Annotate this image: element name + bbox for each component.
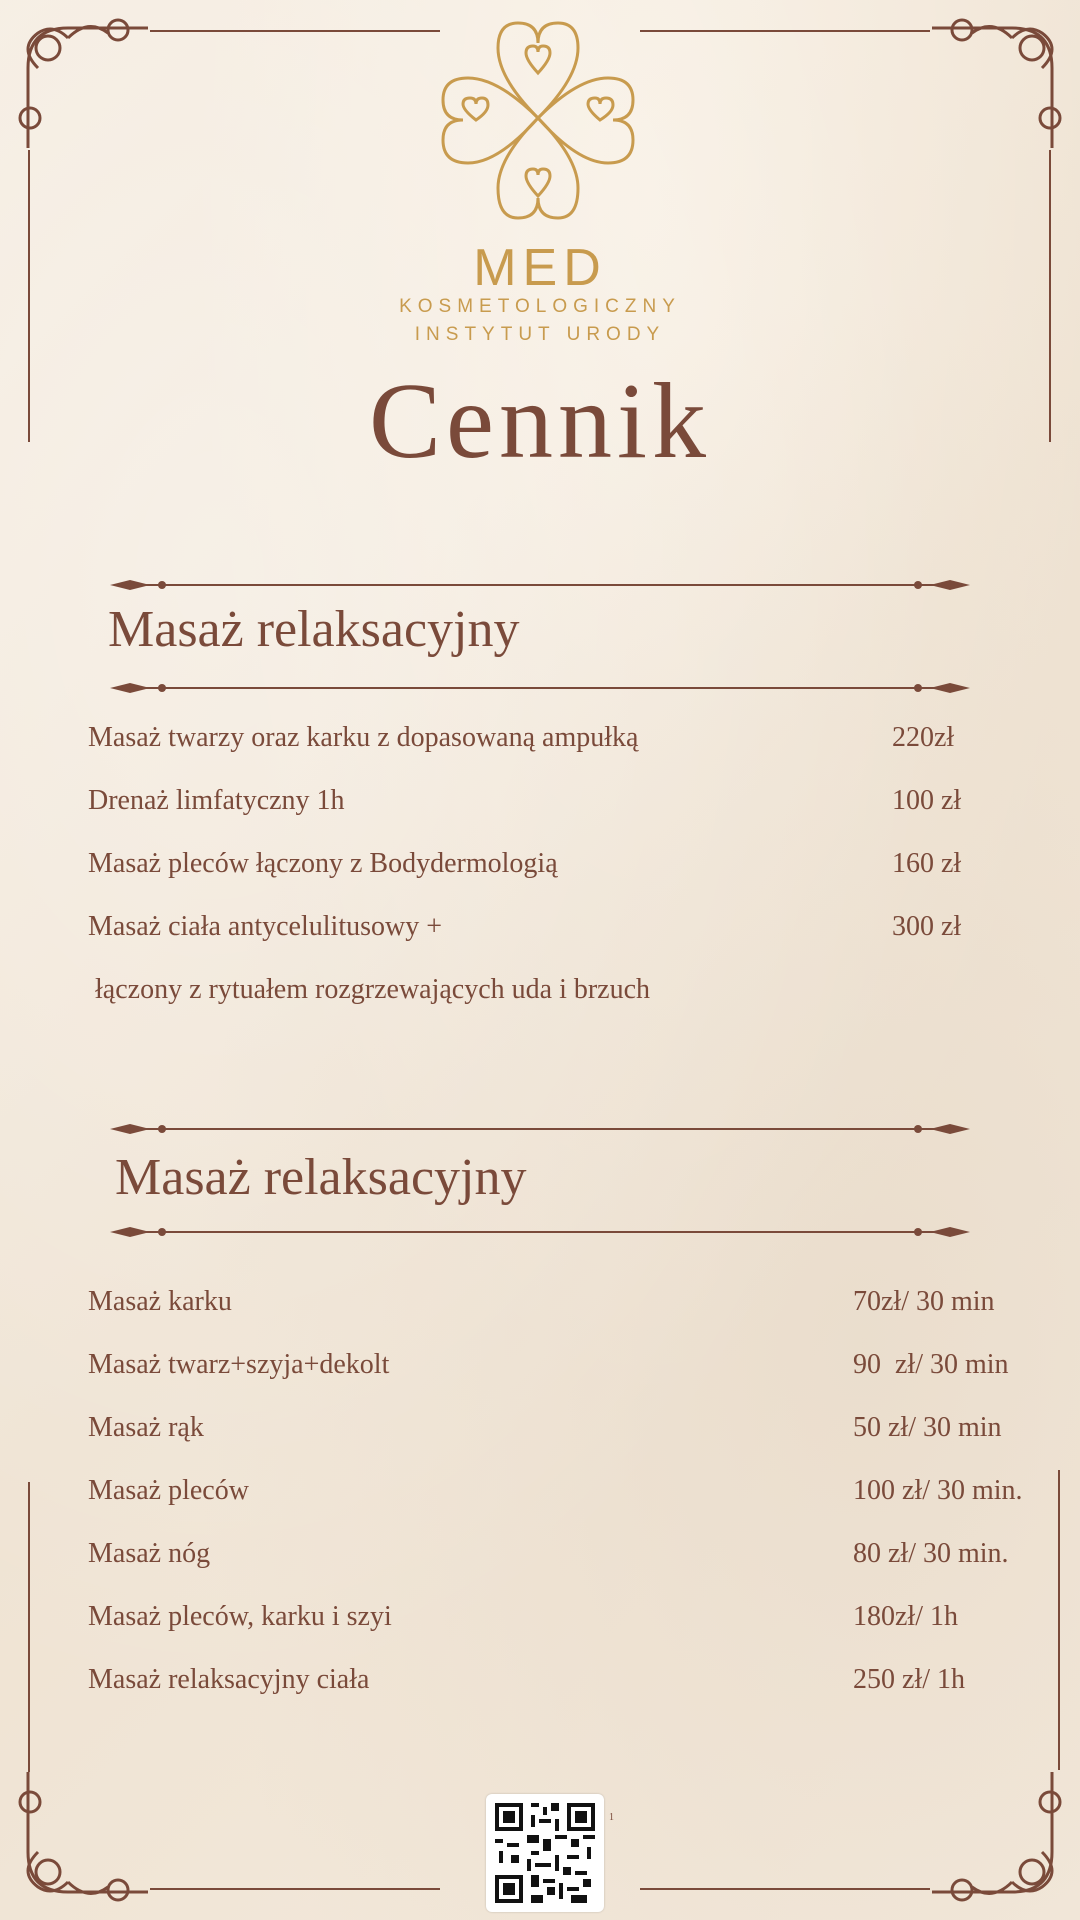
frame-line-top-left [150, 30, 440, 32]
corner-ornament-bottom-left [8, 1772, 148, 1912]
qr-tag: 1 [609, 1812, 614, 1823]
price-item-name: łączony z rytuałem rozgrzewających uda i brzuch [88, 974, 651, 1005]
price-item-name: Masaż relaksacyjny ciała [88, 1664, 370, 1695]
price-item-name: Masaż rąk [88, 1412, 204, 1443]
price-item-price: 250 zł/ 1h [853, 1664, 965, 1695]
frame-line-bottom-right [640, 1888, 930, 1890]
section-title: Masaż relaksacyjny [115, 1149, 527, 1206]
price-item-name: Masaż twarzy oraz karku z dopasowaną ampułką [88, 722, 639, 753]
price-item-name: Masaż nóg [88, 1538, 211, 1569]
price-item-name: Masaż pleców łączony z Bodydermologią [88, 848, 558, 879]
price-item-price: 160 zł [892, 848, 962, 879]
price-item-price: 180zł/ 1h [853, 1601, 958, 1632]
brand-subtitle-line1: KOSMETOLOGICZNY [399, 296, 681, 317]
brand-subtitle-line2: INSTYTUT URODY [414, 324, 666, 345]
price-item-price: 300 zł [892, 911, 962, 942]
frame-line-right-bottom [1058, 1470, 1060, 1770]
corner-ornament-top-right [932, 8, 1072, 148]
frame-line-top-right [640, 30, 930, 32]
price-item-name: Masaż karku [88, 1286, 232, 1317]
section-divider [110, 1222, 970, 1242]
price-item-name: Masaż pleców, karku i szyi [88, 1601, 392, 1632]
frame-line-bottom-left [150, 1888, 440, 1890]
price-item-price: 70zł/ 30 min [853, 1286, 995, 1317]
section-title: Masaż relaksacyjny [108, 601, 520, 658]
price-item-price: 100 zł/ 30 min. [853, 1475, 1023, 1506]
brand-name: MED [473, 239, 607, 297]
section-divider [110, 575, 970, 595]
price-item-name: Masaż twarz+szyja+dekolt [88, 1349, 390, 1380]
section-divider [110, 678, 970, 698]
clover-hearts-logo-icon [438, 18, 638, 223]
price-item-name: Masaż pleców [88, 1475, 249, 1506]
price-item-price: 220zł [892, 722, 955, 753]
price-item-price: 100 zł [892, 785, 962, 816]
price-item-price: 90 zł/ 30 min [853, 1349, 1009, 1380]
frame-line-left-bottom [28, 1482, 30, 1772]
corner-ornament-bottom-right [932, 1772, 1072, 1912]
price-item-name: Drenaż limfatyczny 1h [88, 785, 345, 816]
price-item-price: 80 zł/ 30 min. [853, 1538, 1009, 1569]
section-divider [110, 1119, 970, 1139]
price-item-name: Masaż ciała antycelulitusowy + [88, 911, 443, 942]
page-title: Cennik [369, 362, 711, 481]
price-item-price: 50 zł/ 30 min [853, 1412, 1002, 1443]
qr-code-icon[interactable] [486, 1794, 604, 1912]
corner-ornament-top-left [8, 8, 148, 148]
